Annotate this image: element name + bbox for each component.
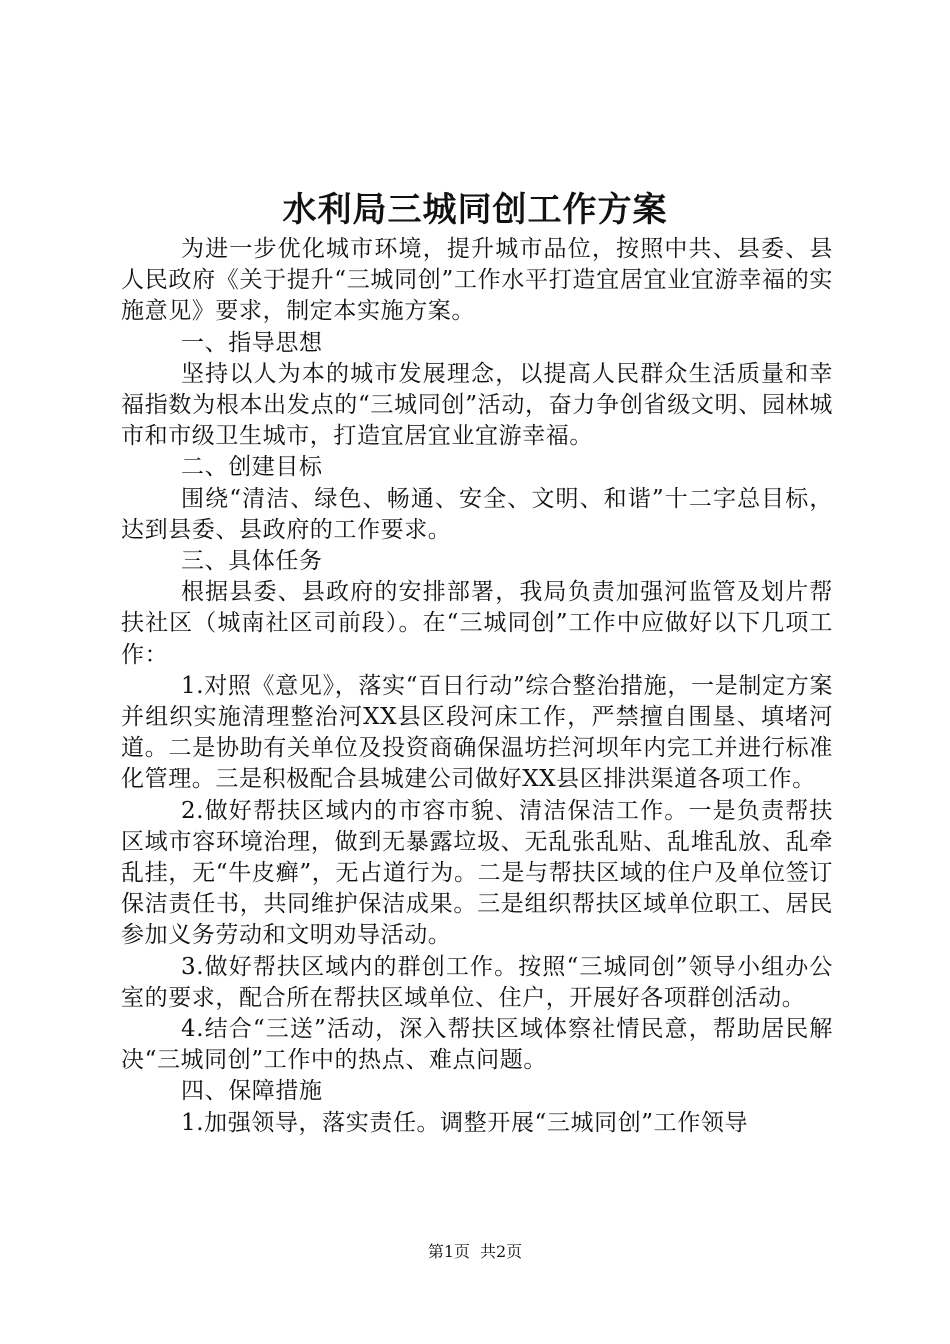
task-item-3: 3.做好帮扶区域内的群创工作。按照“三城同创”领导小组办公室的要求，配合所在帮扶区域单位、住户，开展好各项群创活动。 [121, 953, 833, 1011]
heading-tasks: 三、具体任务 [181, 548, 323, 575]
document-title: 水利局三城同创工作方案 [282, 190, 668, 230]
task-item-1: 1.对照《意见》，落实“百日行动”综合整治措施，一是制定方案并组织实施清理整治河XX县区段河床工作，严禁擅自围垦、填堵河道。二是协助有关单位及投资商确保温坊拦河坝年内完工并进行标准化管理。三是积极配合县城建公司做好XX县区排洪渠道各项工作。 [121, 672, 833, 793]
task-item-4: 4.结合“三送”活动，深入帮扶区域体察社情民意，帮助居民解决“三城同创”工作中的热点、难点问题。 [121, 1016, 833, 1074]
paragraph-tasks-intro: 根据县委、县政府的安排部署，我局负责加强河监管及划片帮扶社区（城南社区司前段）。在“三城同创”工作中应做好以下几项工作： [121, 579, 833, 668]
heading-guiding-ideology: 一、指导思想 [181, 329, 323, 356]
task-item-2: 2.做好帮扶区域内的市容市貌、清洁保洁工作。一是负责帮扶区域市容环境治理，做到无暴露垃圾、无乱张乱贴、乱堆乱放、乱牵乱挂，无“牛皮癣”，无占道行为。二是与帮扶区域的住户及单位签订保洁责任书，共同维护保洁成果。三是组织帮扶区域单位职工、居民参加义务劳动和文明劝导活动。 [121, 797, 833, 949]
safeguard-item-1: 1.加强领导，落实责任。调整开展“三城同创”工作领导 [181, 1109, 749, 1136]
page-total: 共2页 [480, 1242, 523, 1261]
document-body [121, 234, 833, 1139]
heading-goals: 二、创建目标 [181, 454, 323, 481]
page-number: 第1页 [427, 1242, 470, 1261]
page-footer [0, 1240, 950, 1264]
paragraph-intro: 为进一步优化城市环境，提升城市品位，按照中共、县委、县人民政府《关于提升“三城同创”工作水平打造宜居宜业宜游幸福的实施意见》要求，制定本实施方案。 [121, 236, 833, 325]
paragraph-goals: 围绕“清洁、绿色、畅通、安全、文明、和谐”十二字总目标，达到县委、县政府的工作要求。 [121, 485, 833, 543]
paragraph-guiding-ideology: 坚持以人为本的城市发展理念，以提高人民群众生活质量和幸福指数为根本出发点的“三城同创”活动，奋力争创省级文明、园林城市和市级卫生城市，打造宜居宜业宜游幸福。 [121, 360, 833, 450]
heading-safeguards: 四、保障措施 [181, 1078, 323, 1105]
